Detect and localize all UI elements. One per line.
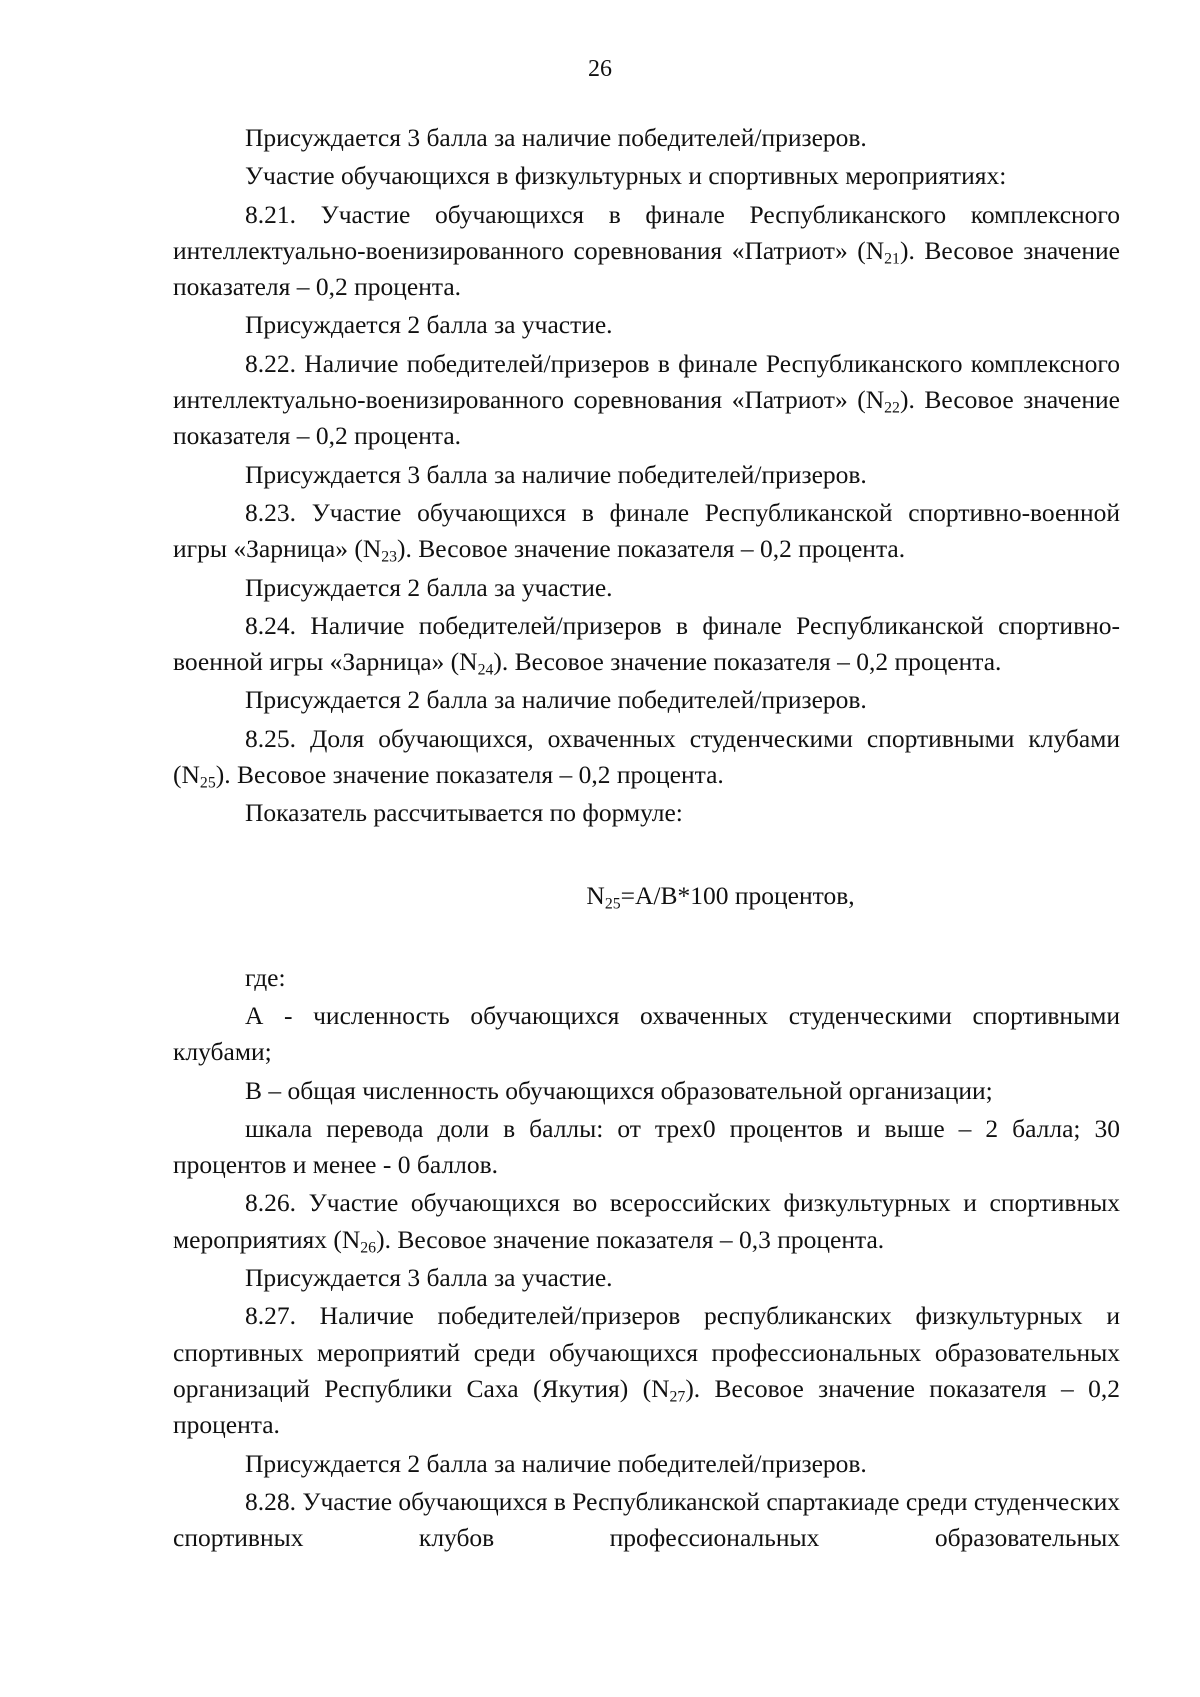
paragraph-8-26: 8.26. Участие обучающихся во всероссийских физкультурных и спортивных мероприятиях $(N_{26})$. Весовое значение показателя – 0,3 процента.: [173, 1188, 1120, 1257]
document-body: [173, 120, 1120, 1558]
paragraph-8-23: 8.23. Участие обучающихся в финале Республиканской спортивно-военной игры «Зарница» $(N_{23})$. Весовое значение показателя – 0,2 процента.: [173, 497, 1120, 566]
paragraph: Участие обучающихся в физкультурных и спортивных мероприятиях:: [245, 161, 1007, 191]
paragraph: Присуждается 3 балла за наличие победителей/призеров.: [245, 123, 867, 152]
paragraph-8-24: 8.24. Наличие победителей/призеров в финале Республиканской спортивно-военной игры «Зарница» $(N_{24})$. Весовое значение показателя – 0,2 процента.: [173, 610, 1120, 679]
paragraph-8-28: 8.28. Участие обучающихся в Республиканской спартакиаде среди студенческих спортивных клубов профессиональных образовательных: [173, 1486, 1120, 1553]
paragraph-scale: шкала перевода доли в баллы: от трех0 процентов и выше – 2 балла; 30 процентов и менее - 0 баллов.: [173, 1113, 1120, 1180]
paragraph-8-27: 8.27. Наличие победителей/призеров республиканских физкультурных и спортивных мероприятий среди обучающихся профессиональных образовательных организаций Республики Саха (Якутия) $(N_{27})$. Весовое значение показателя – 0,2 процента.: [173, 1301, 1121, 1440]
paragraph-definition-b: В – общая численность обучающихся образовательной организации;: [245, 1075, 993, 1105]
paragraph-8-21: 8.21. Участие обучающихся в финале Республиканского комплексного интеллектуально-военизированного соревнования «Патриот» $(N_{21})$. Весовое значение показателя – 0,2 процента.: [173, 199, 1120, 302]
paragraph: Присуждается 3 балла за участие.: [245, 1263, 613, 1293]
paragraph: где:: [245, 962, 286, 992]
formula: $N_{25}=A/B*100$ процентов,: [586, 880, 855, 913]
paragraph: Присуждается 2 балла за участие.: [245, 572, 613, 602]
paragraph: Присуждается 2 балла за наличие победителей/призеров.: [245, 685, 867, 715]
paragraph-8-22: 8.22. Наличие победителей/призеров в финале Республиканского комплексного интеллектуально-военизированного соревнования «Патриот» $(N_{22})$. Весовое значение показателя – 0,2 процента.: [173, 348, 1120, 451]
paragraph: Присуждается 2 балла за наличие победителей/призеров.: [245, 1448, 867, 1478]
paragraph: Показатель рассчитывается по формуле:: [245, 798, 683, 828]
paragraph: Присуждается 3 балла за наличие победителей/призеров.: [245, 459, 867, 489]
paragraph-8-25: 8.25. Доля обучающихся, охваченных студенческими спортивными клубами $(N_{25})$. Весовое значение показателя – 0,2 процента.: [173, 723, 1120, 792]
paragraph: Присуждается 2 балла за участие.: [245, 310, 613, 340]
paragraph-definition-a: А - численность обучающихся охваченных студенческими спортивными клубами;: [173, 1000, 1120, 1067]
page-number: 26: [588, 56, 612, 82]
